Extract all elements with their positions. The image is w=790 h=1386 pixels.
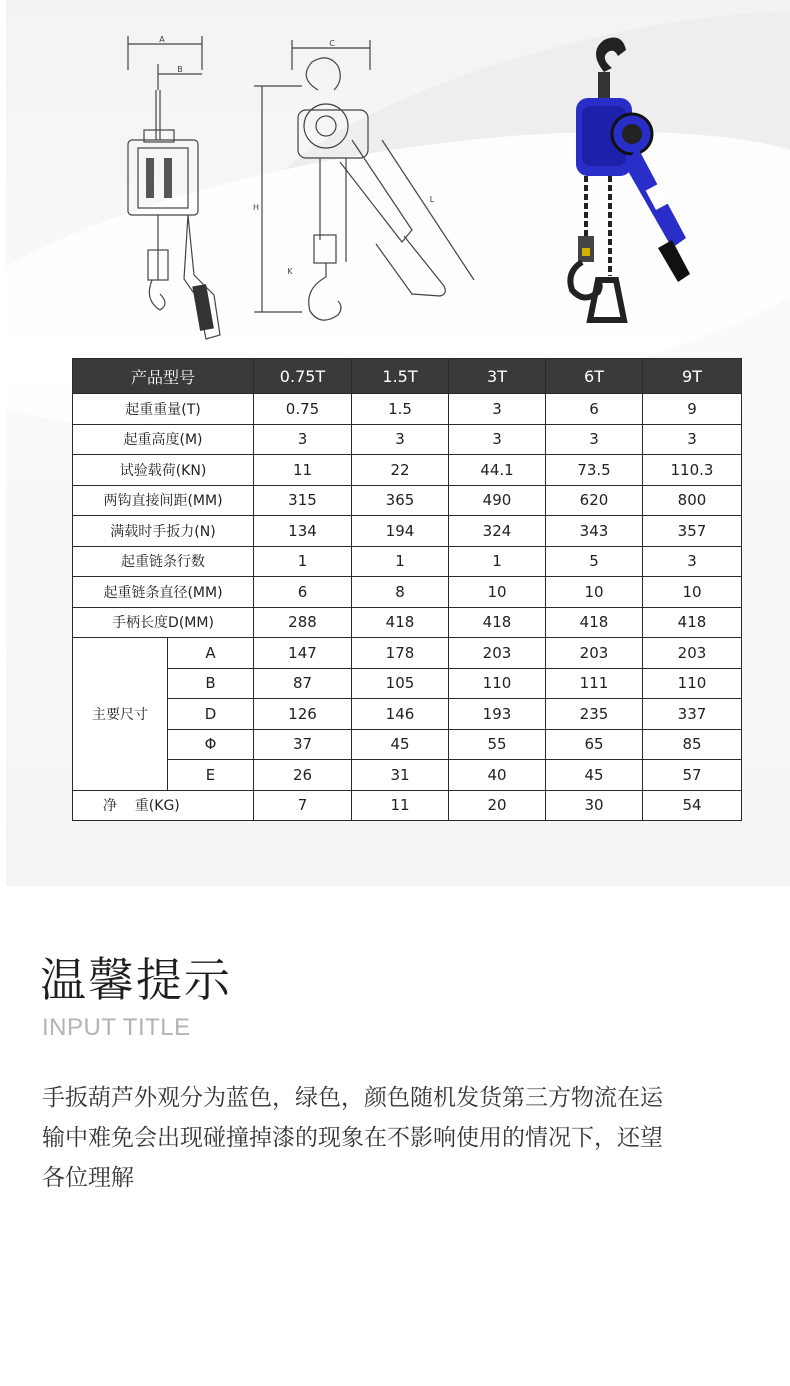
row-label: 起重高度(M) bbox=[73, 424, 254, 455]
cell: 8 bbox=[352, 577, 449, 608]
sub-label: B bbox=[168, 668, 254, 699]
table-row bbox=[73, 760, 742, 791]
cell: 22 bbox=[352, 455, 449, 486]
tip-line: 手扳葫芦外观分为蓝色，绿色，颜色随机发货第三方物流在运 bbox=[42, 1085, 663, 1111]
table-row bbox=[73, 668, 742, 699]
cell: 31 bbox=[352, 760, 449, 791]
tip-subtitle: INPUT TITLE bbox=[42, 1014, 191, 1041]
row-label: 两钩直接间距(MM) bbox=[73, 485, 254, 516]
cell: 3 bbox=[449, 424, 546, 455]
table-row bbox=[73, 516, 742, 547]
cell: 10 bbox=[643, 577, 742, 608]
row-label: 起重链条直径(MM) bbox=[73, 577, 254, 608]
cell: 620 bbox=[546, 485, 643, 516]
sub-label: E bbox=[168, 760, 254, 791]
header-cell: 3T bbox=[449, 359, 546, 394]
header-model: 产品型号 bbox=[73, 359, 254, 394]
cell: 110 bbox=[643, 668, 742, 699]
table-header-row bbox=[73, 359, 742, 394]
cell: 418 bbox=[643, 607, 742, 638]
cell: 6 bbox=[254, 577, 352, 608]
cell: 1 bbox=[352, 546, 449, 577]
cell: 85 bbox=[643, 729, 742, 760]
cell: 40 bbox=[449, 760, 546, 791]
table-row bbox=[73, 699, 742, 730]
cell: 11 bbox=[254, 455, 352, 486]
tip-body bbox=[42, 1078, 742, 1198]
dim-label-l: L bbox=[429, 195, 435, 204]
front-view-drawing bbox=[116, 30, 226, 340]
cell: 10 bbox=[546, 577, 643, 608]
cell: 3 bbox=[352, 424, 449, 455]
tip-line: 各位理解 bbox=[42, 1165, 134, 1191]
cell: 203 bbox=[546, 638, 643, 669]
tip-line: 输中难免会出现碰撞掉漆的现象在不影响使用的情况下，还望 bbox=[42, 1125, 663, 1151]
cell: 1.5 bbox=[352, 394, 449, 425]
cell: 1 bbox=[254, 546, 352, 577]
table-row bbox=[73, 790, 742, 821]
cell: 203 bbox=[643, 638, 742, 669]
cell: 490 bbox=[449, 485, 546, 516]
cell: 203 bbox=[449, 638, 546, 669]
cell: 9 bbox=[643, 394, 742, 425]
sub-label: Φ bbox=[168, 729, 254, 760]
lever-hoist-product-image bbox=[546, 36, 716, 336]
cell: 11 bbox=[352, 790, 449, 821]
row-label: 净 重(KG) bbox=[73, 790, 254, 821]
cell: 73.5 bbox=[546, 455, 643, 486]
cell: 26 bbox=[254, 760, 352, 791]
table-row bbox=[73, 485, 742, 516]
cell: 324 bbox=[449, 516, 546, 547]
cell: 20 bbox=[449, 790, 546, 821]
row-label: 起重链条行数 bbox=[73, 546, 254, 577]
cell: 418 bbox=[449, 607, 546, 638]
cell: 3 bbox=[449, 394, 546, 425]
table-row bbox=[73, 394, 742, 425]
cell: 111 bbox=[546, 668, 643, 699]
cell: 7 bbox=[254, 790, 352, 821]
cell: 315 bbox=[254, 485, 352, 516]
cell: 147 bbox=[254, 638, 352, 669]
cell: 45 bbox=[352, 729, 449, 760]
cell: 6 bbox=[546, 394, 643, 425]
header-cell: 9T bbox=[643, 359, 742, 394]
cell: 357 bbox=[643, 516, 742, 547]
row-label: 试验载荷(KN) bbox=[73, 455, 254, 486]
cell: 1 bbox=[449, 546, 546, 577]
group-label: 主要尺寸 bbox=[73, 638, 168, 791]
cell: 0.75 bbox=[254, 394, 352, 425]
cell: 105 bbox=[352, 668, 449, 699]
cell: 3 bbox=[643, 424, 742, 455]
spec-table bbox=[72, 358, 742, 821]
cell: 288 bbox=[254, 607, 352, 638]
table-row bbox=[73, 638, 742, 669]
cell: 418 bbox=[546, 607, 643, 638]
cell: 134 bbox=[254, 516, 352, 547]
table-row bbox=[73, 607, 742, 638]
dim-label-k: K bbox=[287, 267, 293, 276]
cell: 65 bbox=[546, 729, 643, 760]
header-cell: 1.5T bbox=[352, 359, 449, 394]
dim-label-c: C bbox=[329, 40, 335, 48]
cell: 800 bbox=[643, 485, 742, 516]
row-label: 起重重量(T) bbox=[73, 394, 254, 425]
row-label: 手柄长度D(MM) bbox=[73, 607, 254, 638]
cell: 57 bbox=[643, 760, 742, 791]
table-row bbox=[73, 577, 742, 608]
header-cell: 0.75T bbox=[254, 359, 352, 394]
header-cell: 6T bbox=[546, 359, 643, 394]
dim-label-h: H bbox=[252, 203, 260, 212]
table-row bbox=[73, 546, 742, 577]
cell: 418 bbox=[352, 607, 449, 638]
table-row bbox=[73, 455, 742, 486]
side-view-drawing bbox=[242, 40, 492, 330]
dim-label-a: A bbox=[159, 35, 165, 44]
cell: 178 bbox=[352, 638, 449, 669]
cell: 55 bbox=[449, 729, 546, 760]
cell: 87 bbox=[254, 668, 352, 699]
cell: 194 bbox=[352, 516, 449, 547]
cell: 126 bbox=[254, 699, 352, 730]
cell: 337 bbox=[643, 699, 742, 730]
cell: 110 bbox=[449, 668, 546, 699]
row-label: 满载时手扳力(N) bbox=[73, 516, 254, 547]
cell: 37 bbox=[254, 729, 352, 760]
sub-label: A bbox=[168, 638, 254, 669]
cell: 5 bbox=[546, 546, 643, 577]
tip-title: 温馨提示 bbox=[40, 953, 232, 1007]
cell: 54 bbox=[643, 790, 742, 821]
cell: 30 bbox=[546, 790, 643, 821]
spec-panel bbox=[6, 0, 790, 886]
cell: 193 bbox=[449, 699, 546, 730]
cell: 365 bbox=[352, 485, 449, 516]
cell: 3 bbox=[643, 546, 742, 577]
sub-label: D bbox=[168, 699, 254, 730]
dim-label-b: B bbox=[177, 65, 183, 74]
cell: 3 bbox=[546, 424, 643, 455]
cell: 44.1 bbox=[449, 455, 546, 486]
cell: 146 bbox=[352, 699, 449, 730]
table-row bbox=[73, 424, 742, 455]
cell: 3 bbox=[254, 424, 352, 455]
cell: 45 bbox=[546, 760, 643, 791]
cell: 235 bbox=[546, 699, 643, 730]
cell: 110.3 bbox=[643, 455, 742, 486]
cell: 343 bbox=[546, 516, 643, 547]
cell: 10 bbox=[449, 577, 546, 608]
table-row bbox=[73, 729, 742, 760]
